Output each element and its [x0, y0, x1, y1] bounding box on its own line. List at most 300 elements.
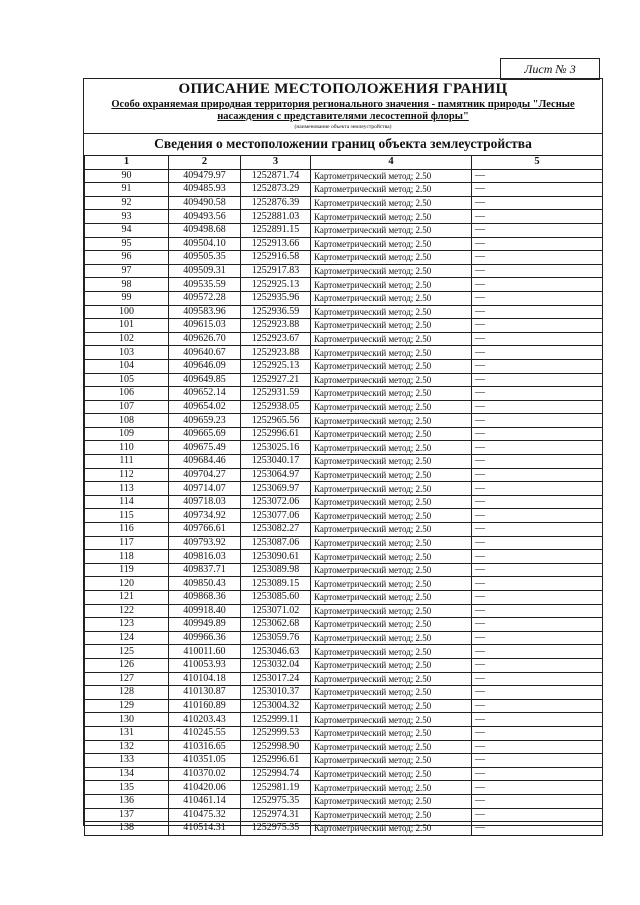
- y-coordinate-cell: 1252996.61: [241, 754, 311, 768]
- table-row: [85, 291, 603, 305]
- y-coordinate-cell: 1253017.24: [241, 672, 311, 686]
- description-cell: —: [472, 726, 603, 740]
- table-row: [85, 550, 603, 564]
- method-cell: Картометрический метод; 2.50: [311, 699, 472, 713]
- method-cell: Картометрический метод; 2.50: [311, 536, 472, 550]
- method-cell: Картометрический метод; 2.50: [311, 468, 472, 482]
- method-cell: Картометрический метод; 2.50: [311, 237, 472, 251]
- point-number-cell: 138: [85, 822, 169, 836]
- description-cell: —: [472, 319, 603, 333]
- description-cell: —: [472, 387, 603, 401]
- x-coordinate-cell: 409684.46: [169, 455, 241, 469]
- y-coordinate-cell: 1253004.32: [241, 699, 311, 713]
- table-row: [85, 223, 603, 237]
- method-cell: Картометрический метод; 2.50: [311, 359, 472, 373]
- y-coordinate-cell: 1252881.03: [241, 210, 311, 224]
- description-cell: —: [472, 468, 603, 482]
- y-coordinate-cell: 1253062.68: [241, 618, 311, 632]
- table-row: [85, 400, 603, 414]
- table-row: [85, 509, 603, 523]
- x-coordinate-cell: 409509.31: [169, 264, 241, 278]
- method-cell: Картометрический метод; 2.50: [311, 645, 472, 659]
- y-coordinate-cell: 1253032.04: [241, 658, 311, 672]
- table-row: [85, 658, 603, 672]
- table-row: [85, 482, 603, 496]
- method-cell: Картометрический метод; 2.50: [311, 523, 472, 537]
- point-number-cell: 92: [85, 196, 169, 210]
- y-coordinate-cell: 1253064.97: [241, 468, 311, 482]
- description-cell: —: [472, 305, 603, 319]
- method-cell: Картометрический метод; 2.50: [311, 550, 472, 564]
- description-cell: —: [472, 699, 603, 713]
- table-row: [85, 808, 603, 822]
- method-cell: Картометрический метод; 2.50: [311, 305, 472, 319]
- x-coordinate-cell: 409646.09: [169, 359, 241, 373]
- y-coordinate-cell: 1252923.88: [241, 346, 311, 360]
- y-coordinate-cell: 1252996.61: [241, 427, 311, 441]
- x-coordinate-cell: 409675.49: [169, 441, 241, 455]
- method-cell: Картометрический метод; 2.50: [311, 591, 472, 605]
- description-cell: —: [472, 332, 603, 346]
- table-row: [85, 373, 603, 387]
- method-cell: Картометрический метод; 2.50: [311, 713, 472, 727]
- table-header-row: [85, 156, 603, 170]
- table-row: [85, 441, 603, 455]
- table-row: [85, 196, 603, 210]
- method-cell: Картометрический метод; 2.50: [311, 808, 472, 822]
- x-coordinate-cell: 409704.27: [169, 468, 241, 482]
- description-cell: —: [472, 767, 603, 781]
- x-coordinate-cell: 409659.23: [169, 414, 241, 428]
- x-coordinate-cell: 409734.92: [169, 509, 241, 523]
- method-cell: Картометрический метод; 2.50: [311, 509, 472, 523]
- description-cell: —: [472, 509, 603, 523]
- y-coordinate-cell: 1253040.17: [241, 455, 311, 469]
- y-coordinate-cell: 1252931.59: [241, 387, 311, 401]
- description-cell: —: [472, 482, 603, 496]
- table-row: [85, 237, 603, 251]
- document-subtitle: Особо охраняемая природная территория регионального значения - памятник природы "Лесные насаждения с представителями лесостепной флоры": [111, 99, 575, 122]
- x-coordinate-cell: 409918.40: [169, 604, 241, 618]
- x-coordinate-cell: 410514.31: [169, 822, 241, 836]
- column-header-4: 4: [311, 156, 472, 170]
- method-cell: Картометрический метод; 2.50: [311, 387, 472, 401]
- description-cell: —: [472, 455, 603, 469]
- description-cell: —: [472, 264, 603, 278]
- method-cell: Картометрический метод; 2.50: [311, 291, 472, 305]
- x-coordinate-cell: 409615.03: [169, 319, 241, 333]
- description-cell: —: [472, 822, 603, 836]
- point-number-cell: 108: [85, 414, 169, 428]
- method-cell: Картометрический метод; 2.50: [311, 794, 472, 808]
- x-coordinate-cell: 409640.67: [169, 346, 241, 360]
- point-number-cell: 111: [85, 455, 169, 469]
- y-coordinate-cell: 1252994.74: [241, 767, 311, 781]
- x-coordinate-cell: 409652.14: [169, 387, 241, 401]
- method-cell: Картометрический метод; 2.50: [311, 726, 472, 740]
- description-cell: —: [472, 563, 603, 577]
- description-cell: —: [472, 523, 603, 537]
- x-coordinate-cell: 409649.85: [169, 373, 241, 387]
- sheet-number-label: Лист № 3: [500, 58, 600, 80]
- point-number-cell: 129: [85, 699, 169, 713]
- x-coordinate-cell: 409479.97: [169, 169, 241, 183]
- document-caption: (наименование объекта землеустройства): [294, 124, 392, 130]
- x-coordinate-cell: 410053.93: [169, 658, 241, 672]
- method-cell: Картометрический метод; 2.50: [311, 210, 472, 224]
- point-number-cell: 102: [85, 332, 169, 346]
- y-coordinate-cell: 1252936.59: [241, 305, 311, 319]
- description-cell: —: [472, 781, 603, 795]
- method-cell: Картометрический метод; 2.50: [311, 400, 472, 414]
- x-coordinate-cell: 409490.58: [169, 196, 241, 210]
- table-row: [85, 427, 603, 441]
- method-cell: Картометрический метод; 2.50: [311, 183, 472, 197]
- point-number-cell: 128: [85, 686, 169, 700]
- point-number-cell: 126: [85, 658, 169, 672]
- y-coordinate-cell: 1252975.35: [241, 794, 311, 808]
- point-number-cell: 104: [85, 359, 169, 373]
- table-row: [85, 332, 603, 346]
- point-number-cell: 106: [85, 387, 169, 401]
- table-row: [85, 713, 603, 727]
- x-coordinate-cell: 409535.59: [169, 278, 241, 292]
- y-coordinate-cell: 1253089.98: [241, 563, 311, 577]
- method-cell: Картометрический метод; 2.50: [311, 482, 472, 496]
- y-coordinate-cell: 1253087.06: [241, 536, 311, 550]
- point-number-cell: 115: [85, 509, 169, 523]
- point-number-cell: 124: [85, 631, 169, 645]
- description-cell: —: [472, 536, 603, 550]
- table-row: [85, 468, 603, 482]
- table-row: [85, 563, 603, 577]
- table-row: [85, 591, 603, 605]
- y-coordinate-cell: 1253069.97: [241, 482, 311, 496]
- x-coordinate-cell: 409485.93: [169, 183, 241, 197]
- table-row: [85, 604, 603, 618]
- section-title: Сведения о местоположении границ объекта землеустройства: [84, 133, 602, 154]
- table-row: [85, 210, 603, 224]
- description-cell: —: [472, 794, 603, 808]
- x-coordinate-cell: 410420.06: [169, 781, 241, 795]
- table-row: [85, 278, 603, 292]
- method-cell: Картометрический метод; 2.50: [311, 373, 472, 387]
- method-cell: Картометрический метод; 2.50: [311, 455, 472, 469]
- x-coordinate-cell: 409654.02: [169, 400, 241, 414]
- x-coordinate-cell: 410461.14: [169, 794, 241, 808]
- x-coordinate-cell: 409966.36: [169, 631, 241, 645]
- x-coordinate-cell: 409504.10: [169, 237, 241, 251]
- method-cell: Картометрический метод; 2.50: [311, 767, 472, 781]
- point-number-cell: 95: [85, 237, 169, 251]
- y-coordinate-cell: 1252923.88: [241, 319, 311, 333]
- y-coordinate-cell: 1252873.29: [241, 183, 311, 197]
- point-number-cell: 130: [85, 713, 169, 727]
- description-cell: —: [472, 550, 603, 564]
- method-cell: Картометрический метод; 2.50: [311, 223, 472, 237]
- point-number-cell: 109: [85, 427, 169, 441]
- point-number-cell: 133: [85, 754, 169, 768]
- table-row: [85, 414, 603, 428]
- y-coordinate-cell: 1252916.58: [241, 251, 311, 265]
- y-coordinate-cell: 1253089.15: [241, 577, 311, 591]
- y-coordinate-cell: 1252871.74: [241, 169, 311, 183]
- method-cell: Картометрический метод; 2.50: [311, 618, 472, 632]
- description-cell: —: [472, 223, 603, 237]
- table-row: [85, 346, 603, 360]
- table-row: [85, 169, 603, 183]
- x-coordinate-cell: 409949.89: [169, 618, 241, 632]
- method-cell: Картометрический метод; 2.50: [311, 631, 472, 645]
- point-number-cell: 110: [85, 441, 169, 455]
- point-number-cell: 105: [85, 373, 169, 387]
- description-cell: —: [472, 346, 603, 360]
- point-number-cell: 119: [85, 563, 169, 577]
- method-cell: Картометрический метод; 2.50: [311, 196, 472, 210]
- y-coordinate-cell: 1253077.06: [241, 509, 311, 523]
- point-number-cell: 118: [85, 550, 169, 564]
- point-number-cell: 114: [85, 495, 169, 509]
- column-header-2: 2: [169, 156, 241, 170]
- description-cell: —: [472, 672, 603, 686]
- method-cell: Картометрический метод; 2.50: [311, 441, 472, 455]
- description-cell: —: [472, 658, 603, 672]
- y-coordinate-cell: 1253059.76: [241, 631, 311, 645]
- description-cell: —: [472, 686, 603, 700]
- method-cell: Картометрический метод; 2.50: [311, 672, 472, 686]
- coordinates-table: [84, 155, 603, 836]
- point-number-cell: 131: [85, 726, 169, 740]
- table-row: [85, 523, 603, 537]
- description-cell: —: [472, 400, 603, 414]
- table-row: [85, 699, 603, 713]
- description-cell: —: [472, 373, 603, 387]
- table-row: [85, 767, 603, 781]
- x-coordinate-cell: 410316.65: [169, 740, 241, 754]
- x-coordinate-cell: 410104.18: [169, 672, 241, 686]
- table-row: [85, 536, 603, 550]
- method-cell: Картометрический метод; 2.50: [311, 604, 472, 618]
- point-number-cell: 116: [85, 523, 169, 537]
- method-cell: Картометрический метод; 2.50: [311, 427, 472, 441]
- description-cell: —: [472, 591, 603, 605]
- method-cell: Картометрический метод; 2.50: [311, 251, 472, 265]
- y-coordinate-cell: 1253010.37: [241, 686, 311, 700]
- y-coordinate-cell: 1252923.67: [241, 332, 311, 346]
- column-header-3: 3: [241, 156, 311, 170]
- y-coordinate-cell: 1252925.13: [241, 359, 311, 373]
- x-coordinate-cell: 409714.07: [169, 482, 241, 496]
- point-number-cell: 96: [85, 251, 169, 265]
- y-coordinate-cell: 1252999.11: [241, 713, 311, 727]
- x-coordinate-cell: 410370.02: [169, 767, 241, 781]
- y-coordinate-cell: 1253046.63: [241, 645, 311, 659]
- method-cell: Картометрический метод; 2.50: [311, 169, 472, 183]
- description-cell: —: [472, 210, 603, 224]
- point-number-cell: 101: [85, 319, 169, 333]
- method-cell: Картометрический метод; 2.50: [311, 754, 472, 768]
- method-cell: Картометрический метод; 2.50: [311, 740, 472, 754]
- table-row: [85, 264, 603, 278]
- x-coordinate-cell: 410245.55: [169, 726, 241, 740]
- x-coordinate-cell: 409493.56: [169, 210, 241, 224]
- y-coordinate-cell: 1253072.06: [241, 495, 311, 509]
- x-coordinate-cell: 410203.43: [169, 713, 241, 727]
- y-coordinate-cell: 1253025.16: [241, 441, 311, 455]
- table-row: [85, 618, 603, 632]
- method-cell: Картометрический метод; 2.50: [311, 414, 472, 428]
- method-cell: Картометрический метод; 2.50: [311, 577, 472, 591]
- y-coordinate-cell: 1252925.13: [241, 278, 311, 292]
- x-coordinate-cell: 409837.71: [169, 563, 241, 577]
- column-header-1: 1: [85, 156, 169, 170]
- column-header-5: 5: [472, 156, 603, 170]
- description-cell: —: [472, 251, 603, 265]
- point-number-cell: 112: [85, 468, 169, 482]
- point-number-cell: 127: [85, 672, 169, 686]
- point-number-cell: 134: [85, 767, 169, 781]
- description-cell: —: [472, 618, 603, 632]
- x-coordinate-cell: 409505.35: [169, 251, 241, 265]
- method-cell: Картометрический метод; 2.50: [311, 686, 472, 700]
- description-cell: —: [472, 414, 603, 428]
- document-frame: [83, 78, 603, 834]
- description-cell: —: [472, 713, 603, 727]
- point-number-cell: 93: [85, 210, 169, 224]
- y-coordinate-cell: 1253082.27: [241, 523, 311, 537]
- point-number-cell: 94: [85, 223, 169, 237]
- y-coordinate-cell: 1252981.19: [241, 781, 311, 795]
- point-number-cell: 117: [85, 536, 169, 550]
- description-cell: —: [472, 427, 603, 441]
- description-cell: —: [472, 645, 603, 659]
- point-number-cell: 107: [85, 400, 169, 414]
- document-title: ОПИСАНИЕ МЕСТОПОЛОЖЕНИЯ ГРАНИЦ: [178, 81, 508, 97]
- table-row: [85, 645, 603, 659]
- point-number-cell: 100: [85, 305, 169, 319]
- point-number-cell: 125: [85, 645, 169, 659]
- description-cell: —: [472, 740, 603, 754]
- description-cell: —: [472, 359, 603, 373]
- y-coordinate-cell: 1253071.02: [241, 604, 311, 618]
- y-coordinate-cell: 1252876.39: [241, 196, 311, 210]
- description-cell: —: [472, 278, 603, 292]
- x-coordinate-cell: 409793.92: [169, 536, 241, 550]
- point-number-cell: 137: [85, 808, 169, 822]
- point-number-cell: 90: [85, 169, 169, 183]
- y-coordinate-cell: 1252927.21: [241, 373, 311, 387]
- y-coordinate-cell: 1252913.66: [241, 237, 311, 251]
- y-coordinate-cell: 1252998.90: [241, 740, 311, 754]
- point-number-cell: 99: [85, 291, 169, 305]
- x-coordinate-cell: 410475.32: [169, 808, 241, 822]
- point-number-cell: 135: [85, 781, 169, 795]
- point-number-cell: 98: [85, 278, 169, 292]
- method-cell: Картометрический метод; 2.50: [311, 563, 472, 577]
- table-row: [85, 754, 603, 768]
- point-number-cell: 122: [85, 604, 169, 618]
- table-row: [85, 251, 603, 265]
- method-cell: Картометрический метод; 2.50: [311, 332, 472, 346]
- x-coordinate-cell: 409665.69: [169, 427, 241, 441]
- x-coordinate-cell: 409868.36: [169, 591, 241, 605]
- point-number-cell: 113: [85, 482, 169, 496]
- x-coordinate-cell: 409718.03: [169, 495, 241, 509]
- x-coordinate-cell: 409766.61: [169, 523, 241, 537]
- table-row: [85, 387, 603, 401]
- point-number-cell: 121: [85, 591, 169, 605]
- method-cell: Картометрический метод; 2.50: [311, 495, 472, 509]
- x-coordinate-cell: 410130.87: [169, 686, 241, 700]
- point-number-cell: 103: [85, 346, 169, 360]
- table-row: [85, 672, 603, 686]
- table-row: [85, 359, 603, 373]
- x-coordinate-cell: 410160.89: [169, 699, 241, 713]
- table-row: [85, 740, 603, 754]
- point-number-cell: 132: [85, 740, 169, 754]
- point-number-cell: 136: [85, 794, 169, 808]
- y-coordinate-cell: 1252938.05: [241, 400, 311, 414]
- x-coordinate-cell: 409498.68: [169, 223, 241, 237]
- point-number-cell: 91: [85, 183, 169, 197]
- y-coordinate-cell: 1252965.56: [241, 414, 311, 428]
- y-coordinate-cell: 1252975.35: [241, 822, 311, 836]
- table-row: [85, 794, 603, 808]
- table-row: [85, 822, 603, 836]
- description-cell: —: [472, 604, 603, 618]
- description-cell: —: [472, 183, 603, 197]
- x-coordinate-cell: 409583.96: [169, 305, 241, 319]
- table-row: [85, 631, 603, 645]
- y-coordinate-cell: 1252999.53: [241, 726, 311, 740]
- table-row: [85, 686, 603, 700]
- description-cell: —: [472, 291, 603, 305]
- table-row: [85, 183, 603, 197]
- description-cell: —: [472, 237, 603, 251]
- description-cell: —: [472, 169, 603, 183]
- x-coordinate-cell: 409626.70: [169, 332, 241, 346]
- table-body: [85, 169, 603, 835]
- method-cell: Картометрический метод; 2.50: [311, 278, 472, 292]
- description-cell: —: [472, 631, 603, 645]
- method-cell: Картометрический метод; 2.50: [311, 264, 472, 278]
- y-coordinate-cell: 1253090.61: [241, 550, 311, 564]
- x-coordinate-cell: 409816.03: [169, 550, 241, 564]
- x-coordinate-cell: 410351.05: [169, 754, 241, 768]
- table-row: [85, 455, 603, 469]
- method-cell: Картометрический метод; 2.50: [311, 658, 472, 672]
- y-coordinate-cell: 1252935.96: [241, 291, 311, 305]
- point-number-cell: 97: [85, 264, 169, 278]
- method-cell: Картометрический метод; 2.50: [311, 781, 472, 795]
- description-cell: —: [472, 577, 603, 591]
- y-coordinate-cell: 1252917.83: [241, 264, 311, 278]
- description-cell: —: [472, 808, 603, 822]
- point-number-cell: 123: [85, 618, 169, 632]
- description-cell: —: [472, 495, 603, 509]
- method-cell: Картометрический метод; 2.50: [311, 319, 472, 333]
- x-coordinate-cell: 409572.28: [169, 291, 241, 305]
- table-row: [85, 319, 603, 333]
- y-coordinate-cell: 1252974.31: [241, 808, 311, 822]
- x-coordinate-cell: 410011.60: [169, 645, 241, 659]
- table-row: [85, 726, 603, 740]
- point-number-cell: 120: [85, 577, 169, 591]
- y-coordinate-cell: 1253085.60: [241, 591, 311, 605]
- table-row: [85, 305, 603, 319]
- description-cell: —: [472, 441, 603, 455]
- method-cell: Картометрический метод; 2.50: [311, 822, 472, 836]
